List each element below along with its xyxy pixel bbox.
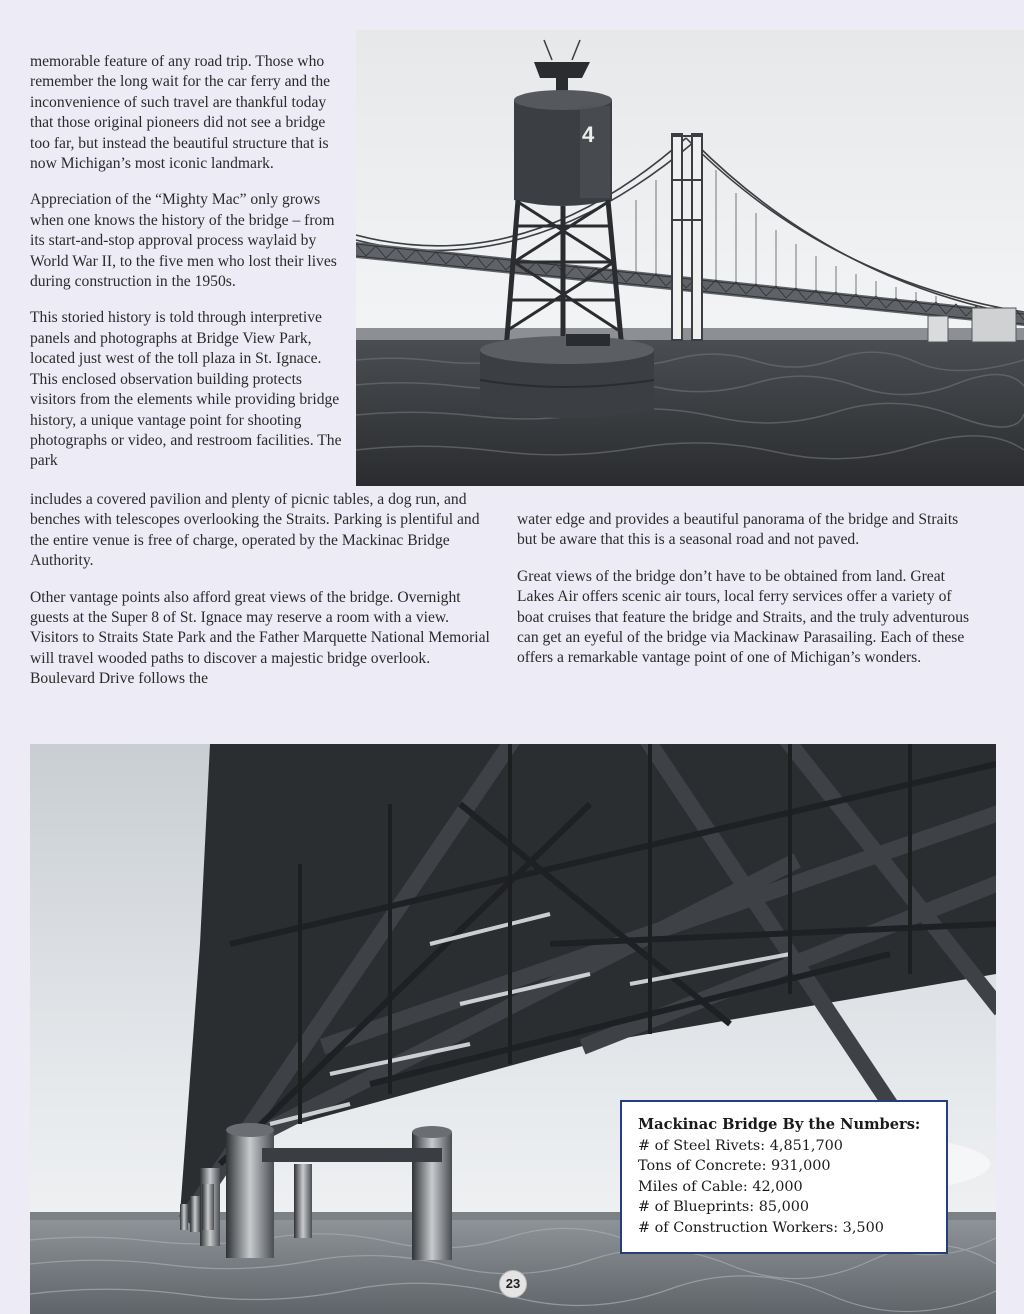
paragraph-3-continuation: includes a covered pavilion and plenty of picnic tables, a dog run, and benches with telescopes overlooking the Straits. Parking is plentiful and the entire venue is free of charge, operated by the Mackinac Bridge Authority. (30, 491, 480, 570)
paragraph-2: Appreciation of the “Mighty Mac” only grows when one knows the history of the bridge – from its start-and-stop approval process waylaid by World War II, to the five men who lost their lives during construction in the 1950s. (30, 191, 337, 291)
paragraph-1: memorable feature of any road trip. Those who remember the long wait for the car ferry and the inconvenience of such travel are thankful today that those original pioneers did not see a bridge too far, but instead the beautiful structure that is now Michigan’s most iconic landmark. (30, 53, 331, 173)
stats-row: Miles of Cable: 42,000 (638, 1178, 803, 1195)
stats-row: # of Steel Rivets: 4,851,700 (638, 1137, 843, 1154)
stats-row: # of Blueprints: 85,000 (638, 1199, 810, 1216)
left-text-column (30, 490, 490, 706)
paragraph-6: Great views of the bridge don’t have to be obtained from land. Great Lakes Air offers scenic air tours, local ferry services offer a variety of boat cruises that feature the bridge and Straits, and the truly adventurous can get an eyeful of the bridge via Mackinaw Parasailing. Each of these offers a remarkable vantage point of one of Michigan’s wonders. (517, 567, 970, 667)
paragraph-4: Other vantage points also afford great views of the bridge. Overnight guests at the Super 8 of St. Ignace may reserve a room with a view. Visitors to Straits State Park and the Father Marquette National Memorial will travel wooded paths to discover a majestic bridge overlook. Boulevard Drive follows the (30, 588, 490, 688)
stats-row: # of Construction Workers: 3,500 (638, 1219, 884, 1236)
buoy-number: 4 (582, 122, 595, 147)
stats-title: Mackinac Bridge By the Numbers: (638, 1116, 921, 1133)
page-number: 23 (499, 1270, 527, 1298)
right-text-column (517, 510, 972, 685)
paragraph-3: This storied history is told through interpretive panels and photographs at Bridge View Park, located just west of the toll plaza in St. Ignace. This enclosed observation building protects visitors from the elements while providing bridge history, a unique vantage point for shooting photographs or video, and restroom facilities. The park (30, 309, 342, 470)
bridge-stats-box (620, 1100, 948, 1254)
top-text-column (30, 52, 348, 472)
buoy-bridge-photo (356, 30, 1024, 486)
paragraph-5: water edge and provides a beautiful panorama of the bridge and Straits but be aware that this is a seasonal road and not paved. (517, 511, 959, 549)
stats-row: Tons of Concrete: 931,000 (638, 1158, 831, 1175)
